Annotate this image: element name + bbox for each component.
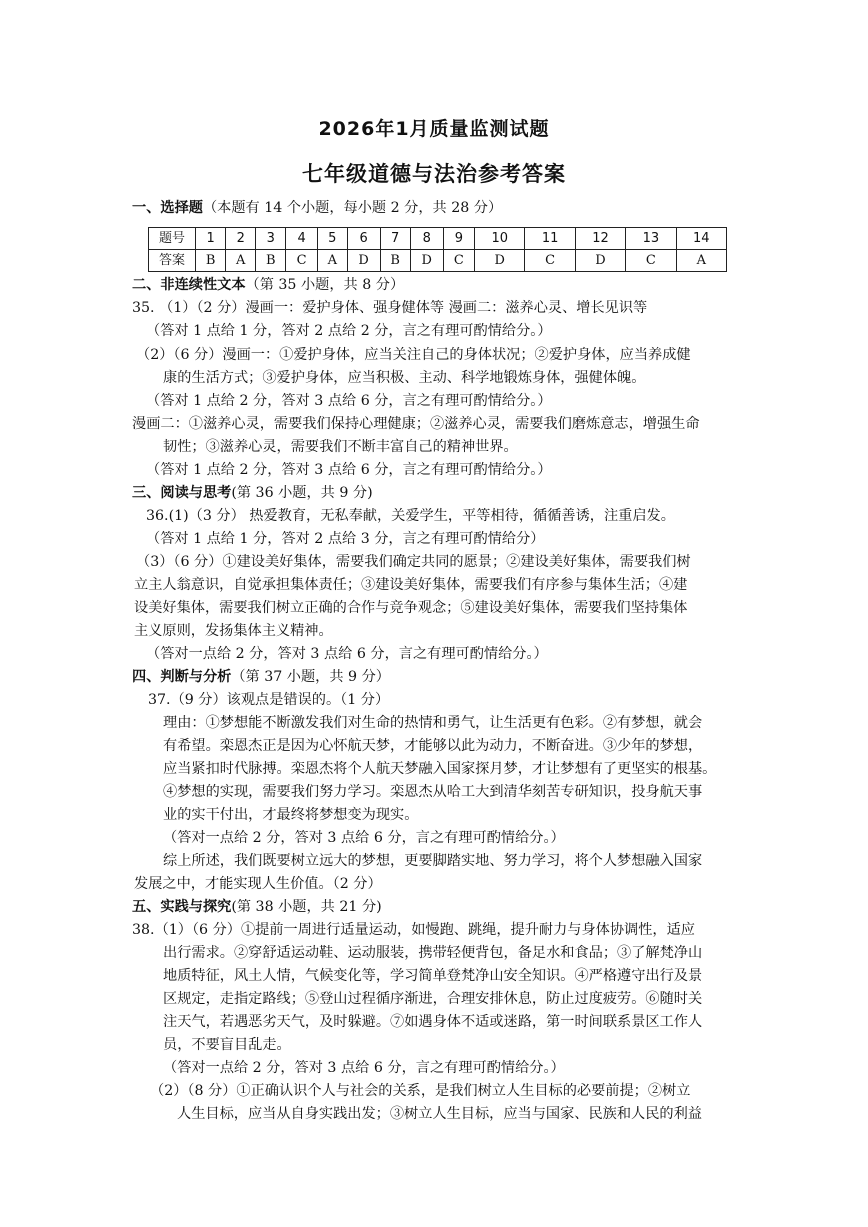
text-line: 韧性；③滋养心灵，需要我们不断丰富自己的精神世界。: [163, 439, 518, 455]
answer-key-title: 七年级道德与法治参考答案: [302, 162, 566, 186]
text-line: 注天气，若遇恶劣天气，及时躲避。⑦如遇身体不适或迷路，第一时间联系景区工作人: [163, 1014, 703, 1030]
section-1-heading: [132, 197, 502, 221]
answer-cell: C: [443, 250, 474, 272]
answer-cell: D: [347, 250, 380, 272]
text-line: 康的生活方式；③爱护身体，应当积极、主动、科学地锻炼身体，强健体魄。: [163, 370, 646, 386]
text-line: ④梦想的实现，需要我们努力学习。栾恩杰从哈工大到清华刻苦专研知识，投身航天事: [163, 784, 703, 800]
text-line: 发展之中，才能实现人生价值。（2 分）: [134, 876, 382, 892]
question-number-cell: 14: [676, 228, 726, 250]
scoring-note: （答对 1 点给 2 分，答对 3 点给 6 分，言之有理可酌情给分。）: [146, 393, 552, 409]
question-number-cell: 10: [475, 228, 525, 250]
section-3-heading: [132, 482, 373, 506]
text-line: 35. （1）（2 分）漫画一：爱护身体、强身健体等 漫画二：滋养心灵、增长见识等: [132, 300, 648, 316]
text-line: 业的实干付出，才最终将梦想变为现实。: [163, 807, 419, 823]
text-line: 出行需求。②穿舒适运动鞋、运动服装，携带轻便背包，备足水和食品；③了解梵净山: [163, 945, 703, 961]
text-line: （2）（8 分）①正确认识个人与社会的关系，是我们树立人生目标的必要前提；②树立: [150, 1083, 691, 1099]
scoring-note: （答对一点给 2 分，答对 3 点给 6 分，言之有理可酌情给分。）: [163, 830, 565, 846]
section-5-heading: [132, 896, 382, 920]
answer-cell: A: [317, 250, 347, 272]
question-number-cell: 1: [196, 228, 226, 250]
scoring-note: （答对一点给 2 分，答对 3 点给 6 分，言之有理可酌情给分。）: [146, 646, 548, 662]
question-number-cell: 4: [286, 228, 317, 250]
scoring-note: （答对 1 点给 2 分，答对 3 点给 6 分，言之有理可酌情给分。）: [146, 462, 552, 478]
question-number-cell: 6: [347, 228, 380, 250]
answer-cell: A: [226, 250, 256, 272]
text-line: 36.(1)（3 分） 热爱教育，无私奉献，关爱学生，平等相待，循循善诱，注重启发。: [146, 508, 675, 524]
section-4-note: （第 37 小题，共 9 分）: [231, 669, 390, 685]
text-line: 应当紧扣时代脉搏。栾恩杰将个人航天梦融入国家探月梦，才让梦想有了更坚实的根基。: [163, 761, 717, 777]
answer-cell: B: [256, 250, 286, 272]
section-2-heading: [132, 274, 404, 298]
answer-cell: D: [410, 250, 443, 272]
question-number-cell: 12: [575, 228, 625, 250]
question-number-cell: 2: [226, 228, 256, 250]
scoring-note: （答对一点给 2 分，答对 3 点给 6 分，言之有理可酌情给分。）: [163, 1060, 565, 1076]
section-2-title: 二、非连续性文本: [132, 277, 246, 293]
scoring-note: （答对 1 点给 1 分，答对 2 点给 3 分，言之有理可酌情给分）: [146, 531, 545, 547]
text-line: 有希望。栾恩杰正是因为心怀航天梦，才能够以此为动力，不断奋进。③少年的梦想，: [163, 738, 703, 754]
question-number-cell: 11: [525, 228, 575, 250]
answer-table-row-answers: [149, 250, 727, 272]
answer-cell: D: [575, 250, 625, 272]
text-line: 37.（9 分）该观点是错误的。（1 分）: [148, 692, 390, 708]
section-4-heading: [132, 666, 390, 690]
answer-cell: A: [676, 250, 726, 272]
row-label-question-number: 题号: [149, 228, 196, 250]
text-line: （3）（6 分）①建设美好集体，需要我们确定共同的愿景；②建设美好集体，需要我们树: [136, 554, 691, 570]
answer-table: [148, 227, 727, 272]
text-line: 立主人翁意识，自觉承担集体责任；③建设美好集体，需要我们有序参与集体生活；④建: [134, 577, 688, 593]
text-line: 员，不要盲目乱走。: [163, 1037, 291, 1053]
scoring-note: （答对 1 点给 1 分，答对 2 点给 2 分，言之有理可酌情给分。）: [146, 323, 552, 339]
question-number-cell: 9: [443, 228, 474, 250]
text-line: 设美好集体，需要我们树立正确的合作与竞争观念；⑤建设美好集体，需要我们坚持集体: [134, 600, 688, 616]
question-number-cell: 5: [317, 228, 347, 250]
text-line: 主义原则，发扬集体主义精神。: [134, 623, 333, 639]
section-5-title: 五、实践与探究: [132, 899, 232, 915]
question-number-cell: 3: [256, 228, 286, 250]
section-3-title: 三、阅读与思考: [132, 485, 232, 501]
question-number-cell: 8: [410, 228, 443, 250]
text-line: 综上所述，我们既要树立远大的梦想，更要脚踏实地、努力学习，将个人梦想融入国家: [163, 853, 703, 869]
answer-cell: C: [626, 250, 676, 272]
answer-cell: C: [286, 250, 317, 272]
answer-cell: B: [196, 250, 226, 272]
section-5-note: (第 38 小题，共 21 分): [231, 899, 382, 915]
text-line: （2）（6 分）漫画一：①爱护身体，应当关注自己的身体状况；②爱护身体，应当养成健: [136, 347, 691, 363]
answer-cell: D: [475, 250, 525, 272]
section-2-note: （第 35 小题，共 8 分）: [245, 277, 405, 293]
answer-cell: B: [380, 250, 410, 272]
row-label-answer: 答案: [149, 250, 196, 272]
answer-table-row-numbers: [149, 228, 727, 250]
text-line: 地质特征，风土人情，气候变化等，学习简单登梵净山安全知识。④严格遵守出行及景: [163, 968, 703, 984]
text-line: 38.（1）（6 分）①提前一周进行适量运动，如慢跑、跳绳，提升耐力与身体协调性，适应: [132, 922, 695, 938]
question-number-cell: 7: [380, 228, 410, 250]
text-line: 理由：①梦想能不断激发我们对生命的热情和勇气，让生活更有色彩。②有梦想，就会: [163, 715, 703, 731]
section-3-note: (第 36 小题，共 9 分): [231, 485, 373, 501]
exam-title: 2026年1月质量监测试题: [318, 118, 550, 140]
text-line: 区规定，走指定路线；⑤登山过程循序渐进，合理安排休息，防止过度疲劳。⑥随时关: [163, 991, 703, 1007]
section-1-title: 一、选择题: [132, 200, 203, 216]
section-4-title: 四、判断与分析: [132, 669, 232, 685]
text-line: 人生目标，应当从自身实践出发；③树立人生目标，应当与国家、民族和人民的利益: [177, 1106, 702, 1122]
section-1-note: （本题有 14 个小题，每小题 2 分，共 28 分）: [202, 200, 503, 216]
answer-cell: C: [525, 250, 575, 272]
text-line: 漫画二：①滋养心灵，需要我们保持心理健康；②滋养心灵，需要我们磨炼意志，增强生命: [132, 416, 700, 432]
question-number-cell: 13: [626, 228, 676, 250]
